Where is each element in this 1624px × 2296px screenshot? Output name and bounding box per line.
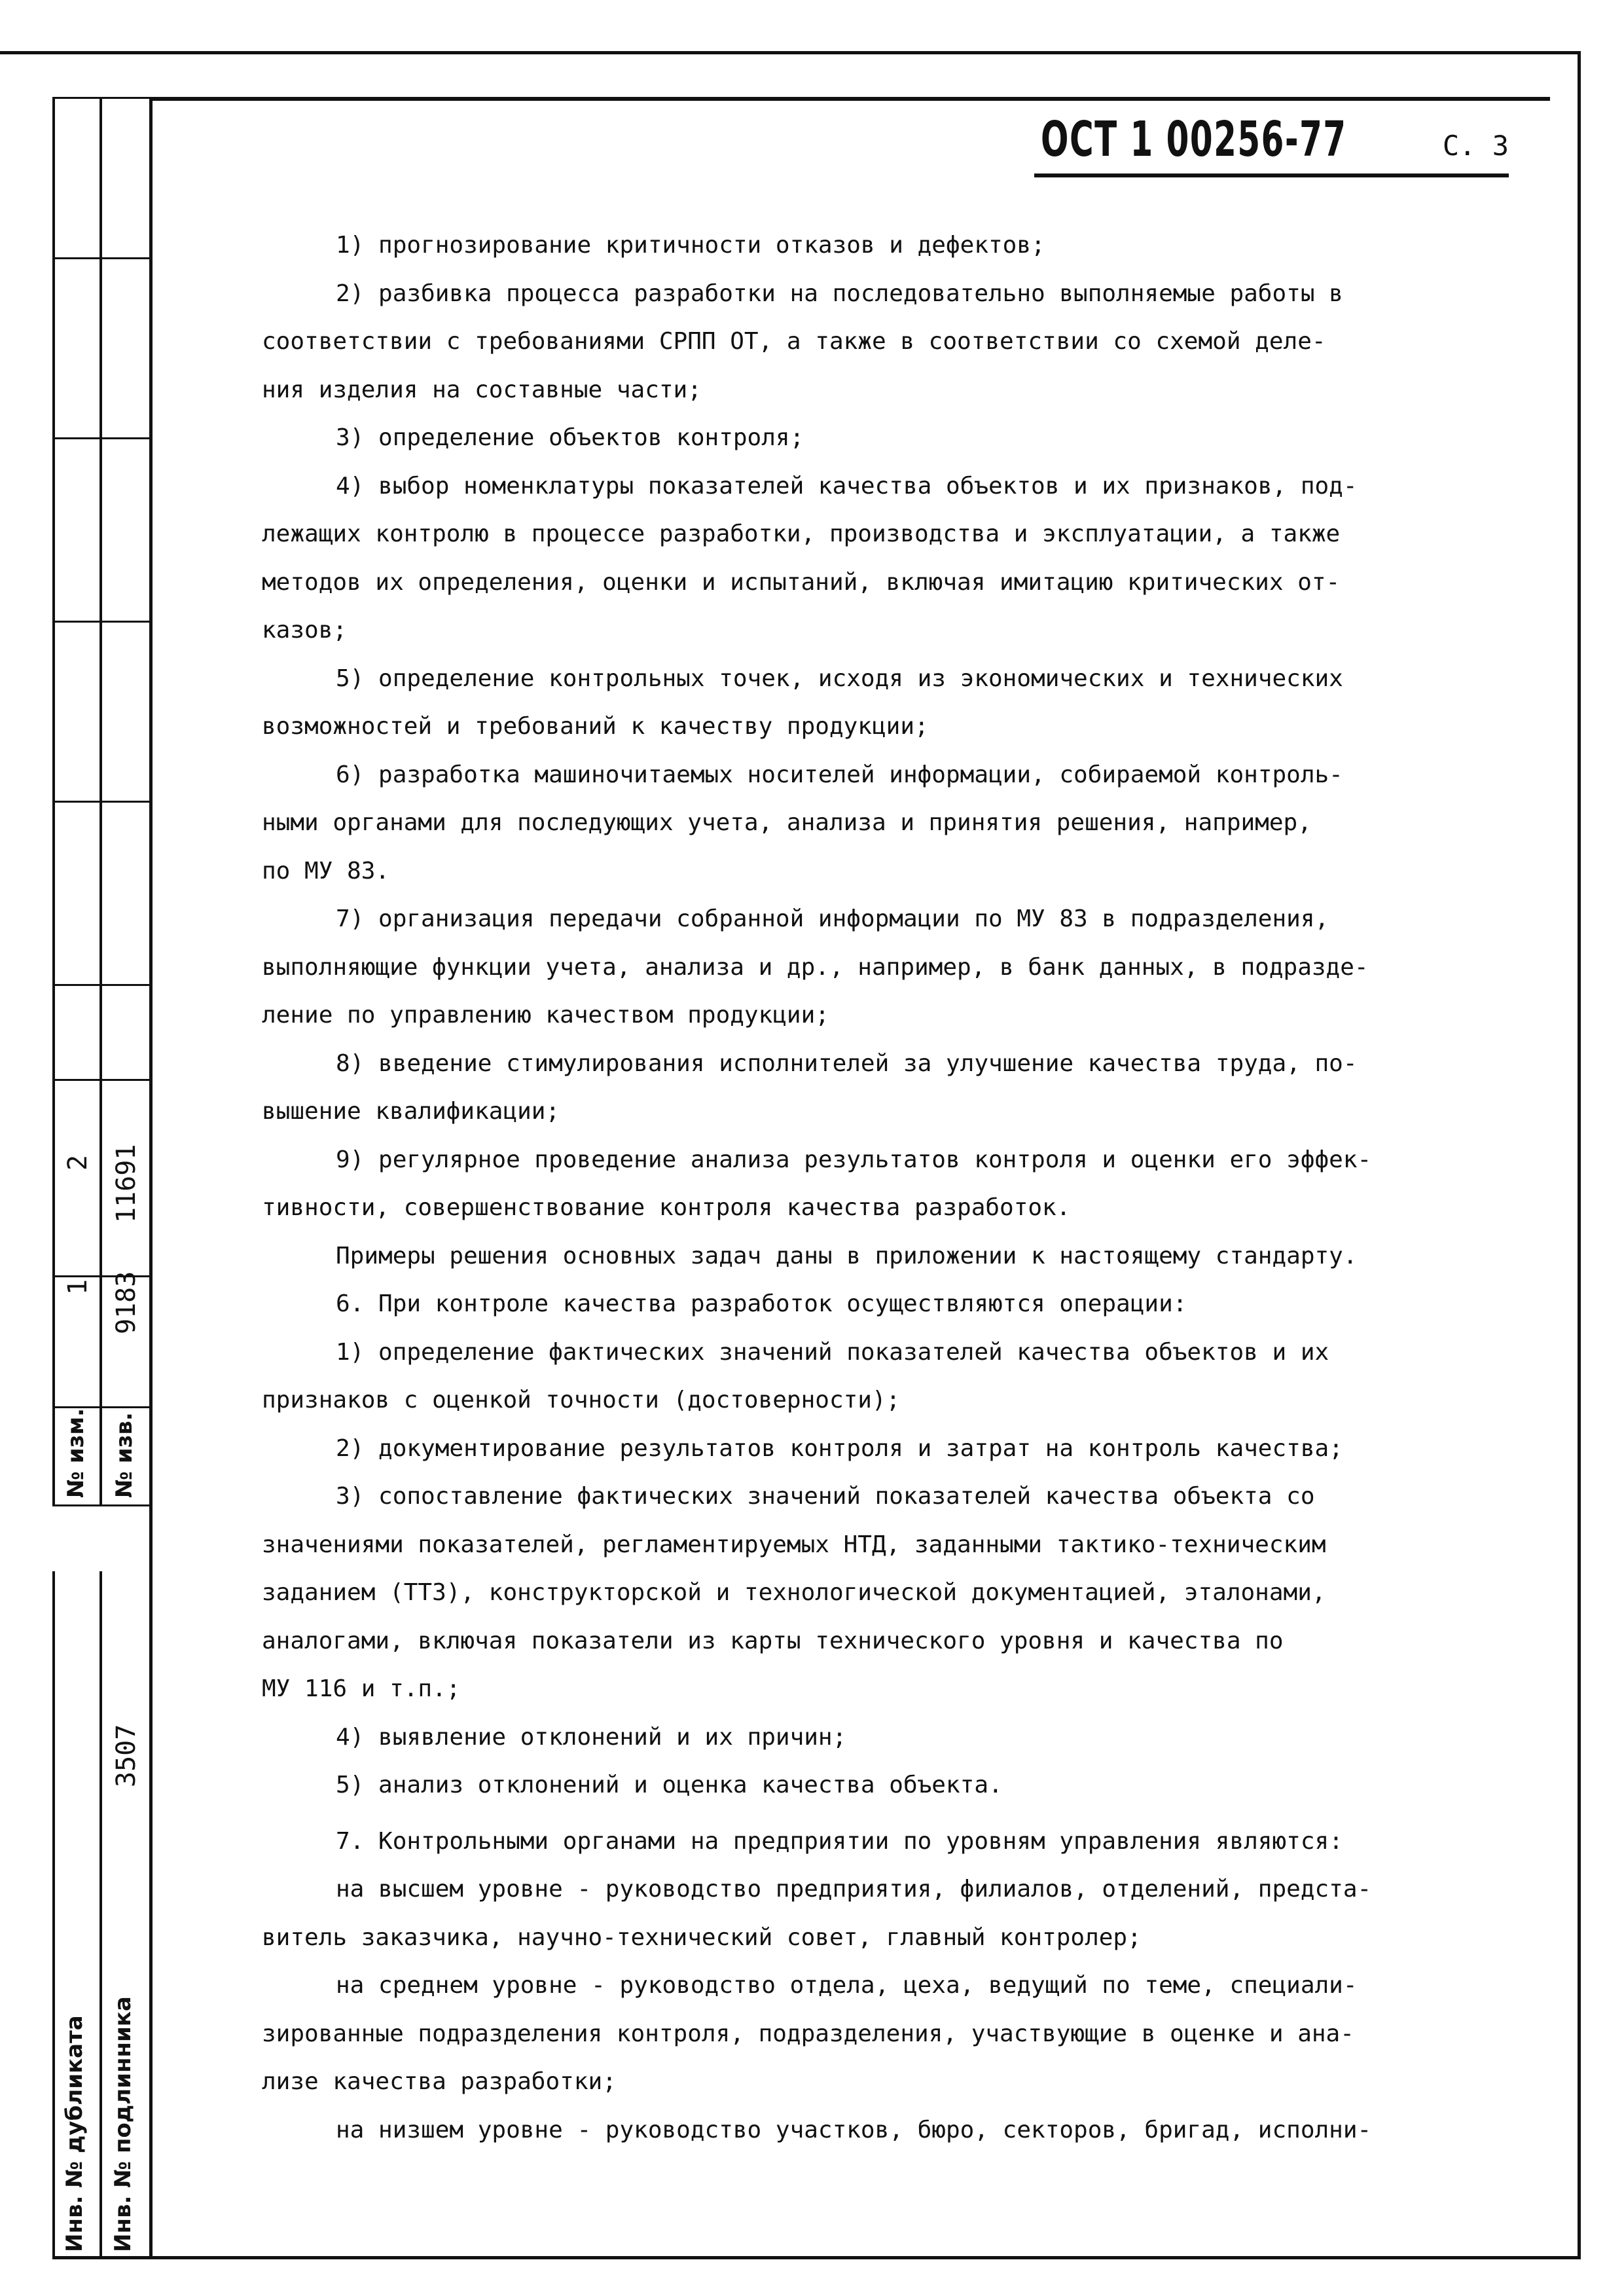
text-line: по МУ 83. xyxy=(262,857,390,884)
text-line: 7) организация передачи собранной информации по МУ 83 в подразделения, xyxy=(336,905,1329,932)
izv-value-2: 11691 xyxy=(111,1144,141,1223)
text-line: лизе качества разработки; xyxy=(262,2068,617,2095)
text-line: 4) выявление отклонений и их причин; xyxy=(336,1723,847,1751)
revision-stamp-strip xyxy=(52,97,149,1504)
document-body xyxy=(262,221,1460,2154)
text-line: ными органами для последующих учета, анализа и принятия решения, например, xyxy=(262,809,1312,836)
text-line: 4) выбор номенклатуры показателей качества объектов и их признаков, под- xyxy=(336,472,1358,500)
text-line: 5) определение контрольных точек, исходя из экономических и технических xyxy=(336,665,1343,692)
text-line: на низшем уровне - руководство участков, бюро, секторов, бригад, исполни- xyxy=(336,2116,1372,2143)
text-line: заданием (ТТЗ), конструкторской и технологической документацией, эталонами, xyxy=(262,1579,1326,1606)
text-line: МУ 116 и т.п.; xyxy=(262,1675,461,1702)
text-line: 1) определение фактических значений показателей качества объектов и их xyxy=(336,1338,1329,1366)
frame-top-line xyxy=(0,51,1581,54)
text-line: на среднем уровне - руководство отдела, цеха, ведущий по теме, специали- xyxy=(336,1972,1358,1999)
stamp-row-line xyxy=(52,801,149,803)
text-line: ния изделия на составные части; xyxy=(262,376,702,403)
text-line: возможностей и требований к качеству продукции; xyxy=(262,713,929,740)
stamp-col-line xyxy=(52,1571,55,2259)
text-line: 9) регулярное проведение анализа результатов контроля и оценки его эффек- xyxy=(336,1146,1372,1173)
frame-right-line xyxy=(1578,51,1581,2259)
text-line: 1) прогнозирование критичности отказов и дефектов; xyxy=(336,232,1045,259)
text-line: аналогами, включая показатели из карты технического уровня и качества по xyxy=(262,1627,1284,1654)
stamp-row-line xyxy=(52,1079,149,1081)
text-line: признаков с оценкой точности (достоверности); xyxy=(262,1387,901,1413)
text-line: значениями показателей, регламентируемых НТД, заданными тактико-техническим xyxy=(262,1531,1326,1558)
izv-value-1: 9183 xyxy=(111,1271,141,1334)
text-line: казов; xyxy=(262,617,348,644)
text-line: 2) документирование результатов контроля и затрат на контроль качества; xyxy=(336,1434,1343,1462)
text-line: 6. При контроле качества разработок осуществляются операции: xyxy=(336,1290,1187,1317)
text-line: лежащих контролю в процессе разработки, производства и эксплуатации, а также xyxy=(262,520,1341,547)
page-header xyxy=(1034,111,1509,177)
text-line: зированные подразделения контроля, подразделения, участвующие в оценке и ана- xyxy=(262,2020,1354,2047)
text-line: витель заказчика, научно-технический совет, главный контролер; xyxy=(262,1923,1142,1951)
text-line: 8) введение стимулирования исполнителей за улучшение качества труда, по- xyxy=(336,1049,1358,1077)
frame-bottom-line xyxy=(52,2256,1581,2259)
text-line: 3) сопоставление фактических значений показателей качества объекта со xyxy=(336,1483,1315,1510)
inventory-stamp-strip xyxy=(52,1571,149,2259)
document-code: ОСТ 1 00256-77 xyxy=(1041,111,1347,168)
stamp-row-line xyxy=(52,257,149,259)
text-line: 7. Контрольными органами на предприятии по уровням управления являются: xyxy=(336,1827,1343,1855)
text-line: методов их определения, оценки и испытаний, включая имитацию критических от- xyxy=(262,568,1341,596)
frame-inner-top-line xyxy=(149,97,1550,101)
stamp-row-line xyxy=(52,621,149,623)
frame-inner-left-line xyxy=(149,97,153,2259)
izm-label: № изм. xyxy=(63,1408,89,1498)
text-line: Примеры решения основных задач даны в приложении к настоящему стандарту. xyxy=(336,1242,1358,1269)
stamp-col-line xyxy=(99,1571,102,2259)
text-line: 6) разработка машиночитаемых носителей информации, собираемой контроль- xyxy=(336,761,1343,788)
stamp-row-line xyxy=(52,1504,149,1506)
dublikat-label: Инв. № дубликата xyxy=(62,2015,88,2252)
page-number: С. 3 xyxy=(1442,130,1509,162)
stamp-row-line xyxy=(52,97,149,99)
text-line: 2) разбивка процесса разработки на последовательно выполняемые работы в xyxy=(336,280,1343,307)
stamp-row-line xyxy=(52,437,149,439)
text-line: на высшем уровне - руководство предприятия, филиалов, отделений, предста- xyxy=(336,1876,1372,1903)
text-line: вышение квалификации; xyxy=(262,1098,560,1125)
izv-label: № изв. xyxy=(111,1412,137,1498)
podlinnik-label: Инв. № подлинника xyxy=(110,1996,136,2252)
text-line: 3) определение объектов контроля; xyxy=(336,424,804,451)
izm-value-1: 1 xyxy=(63,1279,93,1295)
text-line: соответствии с требованиями СРПП ОТ, а также в соответствии со схемой деле- xyxy=(262,328,1326,355)
podlinnik-value: 3507 xyxy=(111,1724,141,1787)
text-line: ление по управлению качеством продукции; xyxy=(262,1002,829,1029)
text-line: 5) анализ отклонений и оценка качества объекта. xyxy=(336,1772,1003,1798)
text-line: выполняющие функции учета, анализа и др., например, в банк данных, в подразде- xyxy=(262,953,1369,981)
izm-value-2: 2 xyxy=(63,1154,93,1171)
text-line: тивности, совершенствование контроля качества разработок. xyxy=(262,1194,1071,1221)
stamp-row-line xyxy=(52,984,149,986)
